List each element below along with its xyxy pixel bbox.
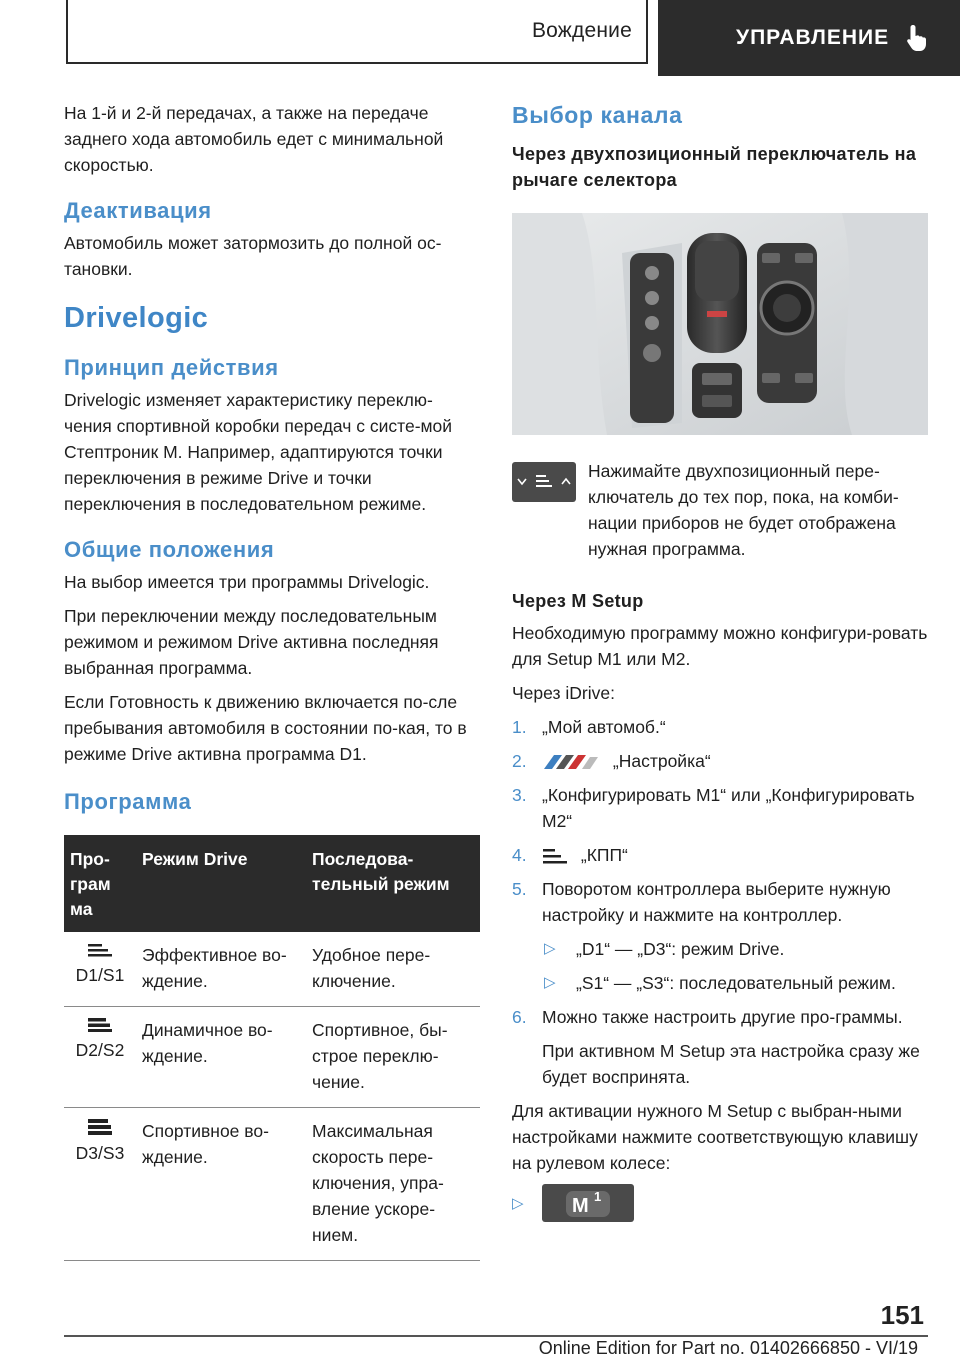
drive-cell: Эффективное во-ждение. xyxy=(136,932,306,1007)
step-text: „Мой автомоб.“ xyxy=(542,717,666,737)
right-column xyxy=(512,100,928,1222)
step-item: 3. „Конфигурировать M1“ или „Конфигурировать M2“ xyxy=(512,785,915,831)
idrive-steps xyxy=(512,714,928,1090)
m1-button-row xyxy=(512,1184,928,1222)
general-heading: Общие положения xyxy=(64,537,275,562)
triangle-bullet-icon: ▷ xyxy=(512,1195,524,1212)
drive-cell: Спортивное во-ждение. xyxy=(136,1108,306,1261)
section-tab[interactable] xyxy=(658,0,960,76)
left-column xyxy=(64,100,480,1261)
table-row xyxy=(64,1007,480,1108)
program-1-lines-icon xyxy=(87,942,113,958)
program-2-lines-icon xyxy=(87,1017,113,1033)
m1-steering-button-icon xyxy=(542,1184,634,1222)
program-code: D2/S2 xyxy=(75,1040,125,1060)
svg-text:M: M xyxy=(572,1195,589,1217)
step-item: 5. Поворотом контроллера выберите нужную настройку и нажмите на контроллер. ▷ „D1“ — „D3“: режим Drive. ▷ „S1“ — „S3“: последовательный режим. xyxy=(512,876,928,996)
col-header-program: Про-грам ма xyxy=(64,835,136,932)
gear-selector-console-photo xyxy=(512,213,928,435)
step-text: Можно также настроить другие про-граммы. xyxy=(542,1007,903,1027)
sub-bullet: ▷ „D1“ — „D3“: режим Drive. xyxy=(542,936,928,962)
general-paragraph-1: На выбор имеется три программы Drivelogic. xyxy=(64,572,430,592)
col-header-sequential: Последова-тельный режим xyxy=(306,835,480,932)
step-text: „Настройка“ xyxy=(612,751,711,771)
svg-text:1: 1 xyxy=(594,1189,602,1204)
step-text: Поворотом контроллера выберите нужную настройку и нажмите на контроллер. xyxy=(542,879,891,925)
final-instruction: Для активации нужного M Setup с выбран-ными настройками нажмите соответствующую клавишу на рулевом колесе: xyxy=(512,1101,918,1173)
step-text: „Конфигурировать M1“ или „Конфигурировать M2“ xyxy=(542,785,915,831)
step-item: 6. Можно также настроить другие про-граммы. При активном M Setup эта настройка сразу же будет воспринята. xyxy=(512,1004,928,1090)
program-table xyxy=(64,835,480,1261)
principle-heading: Принцип действия xyxy=(64,355,279,380)
rocker-instruction-text: Нажимайте двухпозиционный пере-ключатель до тех пор, пока, на комби-нации приборов не будет отображена нужная программа. xyxy=(588,461,899,559)
rocker-switch-icon xyxy=(512,462,576,502)
intro-paragraph: На 1-й и 2-й передачах, а также на передаче заднего хода автомобиль едет с минимальной скоростью. xyxy=(64,103,444,175)
deactivation-text: Автомобиль может затормозить до полной ос-тановки. xyxy=(64,233,442,279)
sequential-cell: Удобное пере-ключение. xyxy=(306,932,480,1007)
page-number: 151 xyxy=(880,1300,924,1330)
step-5-subitems xyxy=(542,936,928,996)
deactivation-heading: Деактивация xyxy=(64,198,212,223)
sequential-cell: Спортивное, бы-строе переклю-чение. xyxy=(306,1007,480,1108)
step-item: 1. „Мой автомоб.“ xyxy=(512,717,666,737)
principle-text: Drivelogic изменяет характеристику переклю-чения спортивной коробки передач с систе-мой Стептроник M. Например, адаптируются точки переключения в режиме Drive и точки переключения в последовательном режиме. xyxy=(64,390,453,514)
drivelogic-heading: Drivelogic xyxy=(64,302,209,334)
step-item: 4. „КПП“ xyxy=(512,845,628,865)
section-label: УПРАВЛЕНИЕ xyxy=(736,26,890,49)
idrive-intro: Через iDrive: xyxy=(512,683,615,703)
chapter-tab[interactable] xyxy=(66,0,648,64)
program-code: D3/S3 xyxy=(75,1143,125,1163)
program-3-lines-icon xyxy=(87,1118,113,1136)
general-paragraph-2: При переключении между последовательным режимом и режимом Drive активна последняя выбранная программа. xyxy=(64,606,439,678)
step-item: 2. „Настройка“ xyxy=(512,751,711,771)
program-code: D1/S1 xyxy=(75,965,125,985)
m-stripes-icon xyxy=(542,753,600,771)
step-text: „КПП“ xyxy=(580,845,628,865)
triangle-bullet-icon: ▷ xyxy=(544,974,556,991)
table-row xyxy=(64,1108,480,1261)
msetup-subheading: Через M Setup xyxy=(512,591,644,611)
step-6-note: При активном M Setup эта настройка сразу же будет воспринята. xyxy=(542,1041,920,1087)
sub-bullet: ▷ „S1“ — „S3“: последовательный режим. xyxy=(542,970,928,996)
gearbox-lines-icon xyxy=(542,847,568,865)
drive-cell: Динамичное во-ждение. xyxy=(136,1007,306,1108)
edition-footer: Online Edition for Part no. 01402666850 - VI/19 xyxy=(538,1338,918,1358)
triangle-bullet-icon: ▷ xyxy=(544,940,556,957)
program-heading: Программа xyxy=(64,789,192,814)
channel-heading: Выбор канала xyxy=(512,102,683,128)
hand-pointer-icon xyxy=(905,23,929,53)
rocker-instruction xyxy=(512,458,928,562)
col-header-drive: Режим Drive xyxy=(136,835,306,932)
general-paragraph-3: Если Готовность к движению включается по-сле пребывания автомобиля в состоянии по-кая, то в режиме Drive активна программа D1. xyxy=(64,692,467,764)
footer-divider xyxy=(64,1335,928,1337)
table-header-row xyxy=(64,835,480,932)
sequential-cell: Максимальная скорость пере-ключения, упра-вление ускоре-нием. xyxy=(306,1108,480,1261)
table-row xyxy=(64,932,480,1007)
msetup-paragraph: Необходимую программу можно конфигури-ровать для Setup M1 или M2. xyxy=(512,623,928,669)
rocker-switch-subheading: Через двухпозиционный переключатель на рычаге селектора xyxy=(512,144,917,190)
chapter-tab-label: Вождение xyxy=(531,19,632,42)
